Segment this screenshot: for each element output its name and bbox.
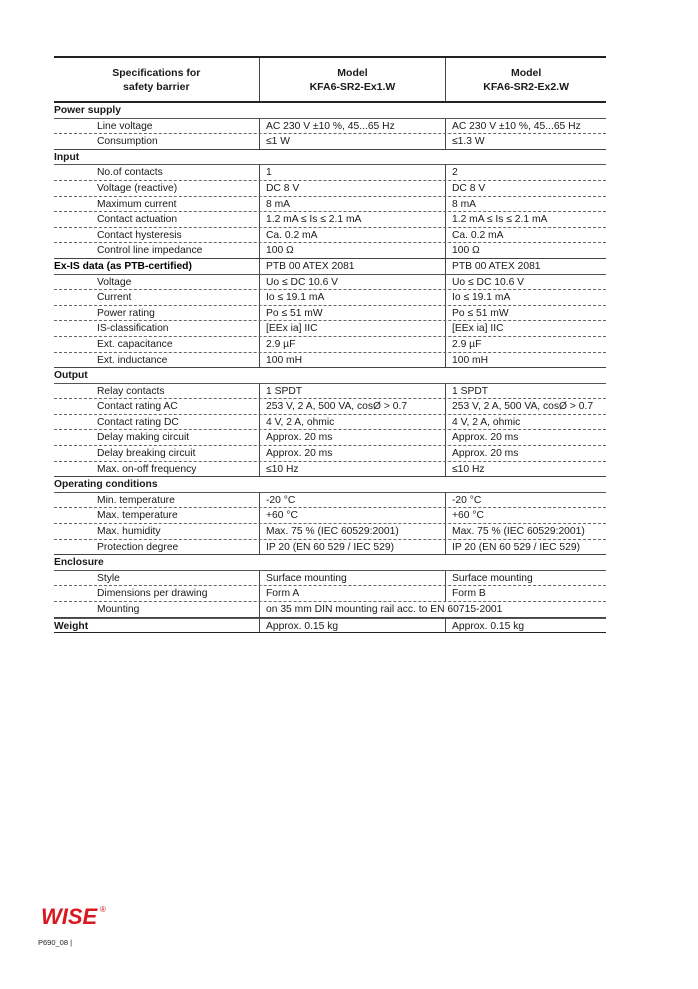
section-title: Output	[54, 368, 606, 384]
table-row	[54, 353, 606, 369]
row-value-model-1: Approx. 20 ms	[259, 430, 445, 445]
row-value-model-1: Approx. 20 ms	[259, 446, 445, 461]
row-value-model-1: Surface mounting	[259, 571, 445, 586]
row-value-model-2: 253 V, 2 A, 500 VA, cosØ > 0.7	[445, 399, 606, 414]
row-label: IS-classification	[97, 323, 169, 335]
row-label: Current	[97, 292, 132, 304]
row-value-model-2: ≤10 Hz	[445, 462, 606, 477]
row-value-model-2: -20 °C	[445, 493, 606, 508]
table-row	[54, 384, 606, 400]
table-row	[54, 306, 606, 322]
weight-model-1: Approx. 0.15 kg	[259, 619, 445, 633]
spec-table	[54, 56, 606, 633]
row-label: Control line impedance	[97, 245, 203, 257]
row-value-model-2: Surface mounting	[445, 571, 606, 586]
row-label: Voltage (reactive)	[97, 182, 178, 194]
table-row	[54, 446, 606, 462]
registered-mark: ®	[100, 905, 106, 914]
header-model-2-label: Model	[510, 66, 542, 79]
table-row	[54, 275, 606, 291]
section-value-model-1: PTB 00 ATEX 2081	[259, 259, 445, 274]
table-row	[54, 571, 606, 587]
table-row	[54, 462, 606, 478]
header-model-2-name: KFA6-SR2-Ex2.W	[483, 80, 570, 93]
table-row	[54, 493, 606, 509]
table-row	[54, 321, 606, 337]
row-value-model-2: 1.2 mA ≤ Is ≤ 2.1 mA	[445, 212, 606, 227]
row-value-model-2: +60 °C	[445, 508, 606, 523]
row-value-model-1: 2.9 µF	[259, 337, 445, 352]
row-value-model-1: Form A	[259, 586, 445, 601]
table-row	[54, 134, 606, 150]
section-header-row	[54, 259, 606, 275]
row-value-model-1: 100 Ω	[259, 243, 445, 258]
row-value-model-1: +60 °C	[259, 508, 445, 523]
row-label: Relay contacts	[97, 385, 165, 397]
section-title: Operating conditions	[54, 477, 606, 493]
table-row	[54, 524, 606, 540]
row-value-model-1: Po ≤ 51 mW	[259, 306, 445, 321]
header-model-1	[259, 58, 446, 101]
row-label: Dimensions per drawing	[97, 588, 208, 600]
row-value-model-1: 4 V, 2 A, ohmic	[259, 415, 445, 430]
logo-text: WISE	[41, 904, 98, 929]
page-code: P690_08 |	[38, 938, 73, 947]
row-label: Power rating	[97, 307, 155, 319]
table-row	[54, 586, 606, 602]
row-value-model-1: -20 °C	[259, 493, 445, 508]
row-label: Line voltage	[97, 120, 153, 132]
row-label: Contact hysteresis	[97, 229, 182, 241]
header-model-1-name: KFA6-SR2-Ex1.W	[309, 80, 396, 93]
row-value-model-1: [EEx ia] IIC	[259, 321, 445, 336]
table-row	[54, 399, 606, 415]
header-spec-line1: Specifications for	[112, 66, 201, 79]
row-value-model-2: Approx. 20 ms	[445, 446, 606, 461]
table-row	[54, 165, 606, 181]
row-value-model-1: 1	[259, 165, 445, 180]
row-label: Consumption	[97, 136, 158, 148]
row-label: Delay breaking circuit	[97, 448, 196, 460]
table-row	[54, 212, 606, 228]
row-value-model-1: ≤10 Hz	[259, 462, 445, 477]
table-row	[54, 508, 606, 524]
row-value-model-1: 100 mH	[259, 353, 445, 368]
section-title: Enclosure	[54, 555, 606, 571]
weight-model-2: Approx. 0.15 kg	[445, 619, 606, 633]
row-value-model-2: IP 20 (EN 60 529 / IEC 529)	[445, 540, 606, 555]
row-value-model-1: 253 V, 2 A, 500 VA, cosØ > 0.7	[259, 399, 445, 414]
weight-label: Weight	[54, 620, 89, 632]
page-code-text: P690_08	[38, 938, 69, 947]
row-value-model-1: Ca. 0.2 mA	[259, 228, 445, 243]
header-spec-line2: safety barrier	[123, 80, 190, 93]
row-value-model-2: Uo ≤ DC 10.6 V	[445, 275, 606, 290]
table-row	[54, 290, 606, 306]
table-row	[54, 430, 606, 446]
row-value-model-1: Max. 75 % (IEC 60529:2001)	[259, 524, 445, 539]
table-row	[54, 228, 606, 244]
row-label: Voltage	[97, 276, 132, 288]
table-row	[54, 243, 606, 259]
row-value-model-2: 1 SPDT	[445, 384, 606, 399]
row-value-model-2: Io ≤ 19.1 mA	[445, 290, 606, 305]
table-header	[54, 58, 606, 103]
row-value-model-2: 8 mA	[445, 197, 606, 212]
row-value-model-1: IP 20 (EN 60 529 / IEC 529)	[259, 540, 445, 555]
table-row	[54, 415, 606, 431]
weight-row	[54, 618, 606, 634]
section-value-model-2: PTB 00 ATEX 2081	[445, 259, 606, 274]
row-value-both-models: on 35 mm DIN mounting rail acc. to EN 60715-2001	[259, 602, 606, 617]
row-label: Max. temperature	[97, 510, 178, 522]
row-value-model-2: Ca. 0.2 mA	[445, 228, 606, 243]
row-value-model-2: ≤1.3 W	[445, 134, 606, 149]
row-value-model-1: 1.2 mA ≤ Is ≤ 2.1 mA	[259, 212, 445, 227]
table-row	[54, 197, 606, 213]
section-title: Input	[54, 150, 606, 166]
row-value-model-1: Uo ≤ DC 10.6 V	[259, 275, 445, 290]
table-row	[54, 337, 606, 353]
row-label: No.of contacts	[97, 167, 163, 179]
row-value-model-2: 100 Ω	[445, 243, 606, 258]
row-label: Style	[97, 572, 120, 584]
row-label: Delay making circuit	[97, 432, 190, 444]
row-value-model-2: 2	[445, 165, 606, 180]
row-label: Contact rating DC	[97, 416, 179, 428]
row-value-model-1: AC 230 V ±10 %, 45...65 Hz	[259, 119, 445, 134]
row-value-model-2: Po ≤ 51 mW	[445, 306, 606, 321]
row-label: Ext. capacitance	[97, 338, 173, 350]
row-value-model-1: ≤1 W	[259, 134, 445, 149]
row-value-model-2: 100 mH	[445, 353, 606, 368]
row-value-model-1: 1 SPDT	[259, 384, 445, 399]
table-row	[54, 119, 606, 135]
row-label: Max. humidity	[97, 526, 161, 538]
row-value-model-1: Io ≤ 19.1 mA	[259, 290, 445, 305]
table-row	[54, 181, 606, 197]
table-row	[54, 602, 606, 618]
row-label: Ext. inductance	[97, 354, 168, 366]
row-value-model-2: 2.9 µF	[445, 337, 606, 352]
row-value-model-2: [EEx ia] IIC	[445, 321, 606, 336]
row-label: Mounting	[97, 604, 140, 615]
section-title: Power supply	[54, 103, 606, 119]
wise-logo	[40, 903, 112, 934]
row-label: Protection degree	[97, 541, 179, 553]
header-spec-col	[54, 58, 259, 101]
header-model-1-label: Model	[337, 66, 368, 79]
row-value-model-2: Form B	[445, 586, 606, 601]
row-label: Maximum current	[97, 198, 177, 210]
row-label: Contact actuation	[97, 214, 178, 226]
row-label: Max. on-off frequency	[97, 463, 197, 475]
header-model-2	[445, 58, 606, 101]
row-value-model-2: Max. 75 % (IEC 60529:2001)	[445, 524, 606, 539]
table-body	[54, 103, 606, 618]
section-title: Ex-IS data (as PTB-certified)	[54, 260, 192, 272]
row-value-model-2: AC 230 V ±10 %, 45...65 Hz	[445, 119, 606, 134]
row-value-model-1: DC 8 V	[259, 181, 445, 196]
table-row	[54, 540, 606, 556]
row-value-model-2: DC 8 V	[445, 181, 606, 196]
row-value-model-2: 4 V, 2 A, ohmic	[445, 415, 606, 430]
row-value-model-2: Approx. 20 ms	[445, 430, 606, 445]
row-value-model-1: 8 mA	[259, 197, 445, 212]
row-label: Contact rating AC	[97, 401, 178, 413]
row-label: Min. temperature	[97, 494, 175, 506]
